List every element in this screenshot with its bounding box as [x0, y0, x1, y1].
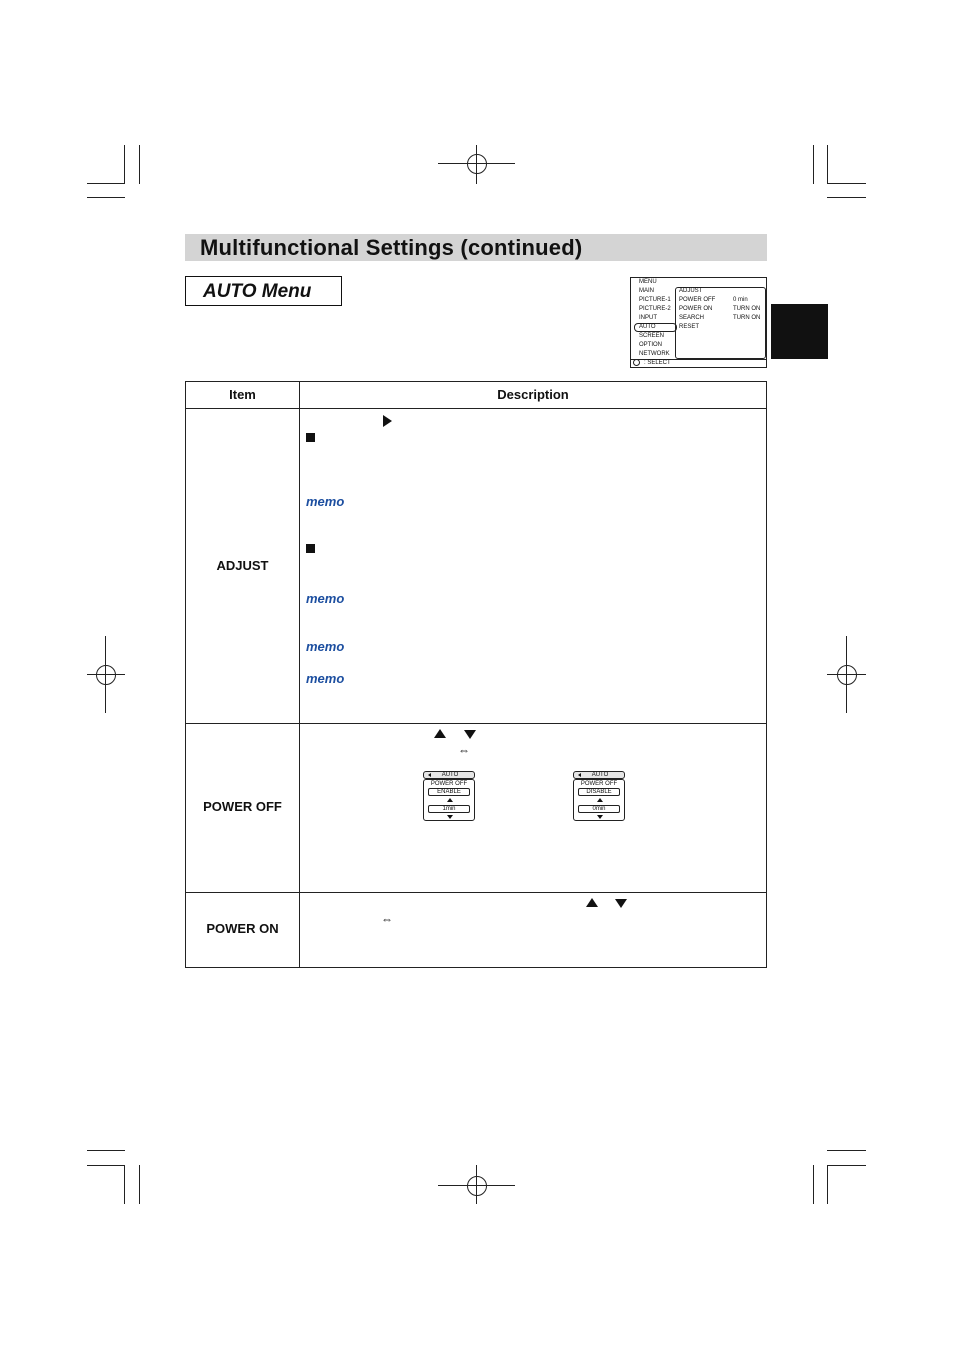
widget-value: 1min [428, 805, 470, 813]
widget-header: AUTO [591, 772, 609, 778]
memo-label: memo [306, 494, 345, 509]
osd-right-item: RESET [679, 324, 700, 330]
chapter-tab [771, 304, 828, 359]
osd-left-item: PICTURE-1 [639, 297, 671, 303]
osd-left-item: MAIN [639, 288, 654, 294]
header-description: Description [497, 387, 569, 402]
osd-header: MENU [639, 279, 657, 285]
row-label-adjust: ADJUST [216, 558, 269, 573]
double-arrow-icon: ⇔ [458, 743, 470, 757]
osd-right-item: ADJUST [679, 288, 703, 294]
down-arrow-icon [447, 815, 453, 819]
osd-right-item: POWER ON [679, 306, 713, 312]
memo-label: memo [306, 591, 345, 606]
osd-left-item-selected: AUTO [639, 324, 656, 330]
osd-right-value: TURN ON [733, 306, 761, 312]
power-off-disable-widget [573, 771, 625, 821]
memo-label: memo [306, 671, 345, 686]
triangle-right-icon [383, 415, 392, 427]
up-arrow-icon [597, 798, 603, 802]
title-bar [185, 234, 767, 261]
osd-left-item: SCREEN [639, 333, 665, 339]
osd-left-item: PICTURE-2 [639, 306, 671, 312]
osd-left-item: NETWORK [639, 351, 670, 357]
triangle-down-icon [464, 730, 476, 739]
square-bullet-icon [306, 544, 315, 553]
widget-value: 0min [578, 805, 620, 813]
osd-right-value: TURN ON [733, 315, 761, 321]
header-item: Item [229, 387, 256, 402]
triangle-down-icon [615, 899, 627, 908]
section-heading-box [185, 276, 342, 306]
osd-left-item: INPUT [639, 315, 657, 321]
osd-right-item: SEARCH [679, 315, 705, 321]
double-arrow-icon: ⇔ [381, 912, 393, 926]
select-dial-icon [633, 359, 640, 366]
osd-right-value: 0 min [733, 297, 748, 303]
memo-label: memo [306, 639, 345, 654]
osd-footer: : SELECT [644, 360, 671, 366]
page-title: Multifunctional Settings (continued) [200, 235, 583, 260]
widget-state: ENABLE [428, 788, 470, 796]
triangle-up-icon [586, 898, 598, 907]
widget-title: POWER OFF [580, 781, 618, 787]
triangle-up-icon [434, 729, 446, 738]
widget-title: POWER OFF [430, 781, 468, 787]
row-label-power-on: POWER ON [206, 921, 279, 936]
osd-menu-thumbnail [630, 277, 767, 368]
osd-left-item: OPTION [639, 342, 663, 348]
osd-right-item: POWER OFF [679, 297, 716, 303]
square-bullet-icon [306, 433, 315, 442]
down-arrow-icon [597, 815, 603, 819]
section-heading: AUTO Menu [203, 281, 312, 302]
widget-state: DISABLE [578, 788, 620, 796]
up-arrow-icon [447, 798, 453, 802]
widget-header: AUTO [441, 772, 459, 778]
row-label-power-off: POWER OFF [203, 799, 282, 814]
power-off-enable-widget [423, 771, 475, 821]
settings-table [185, 381, 767, 968]
